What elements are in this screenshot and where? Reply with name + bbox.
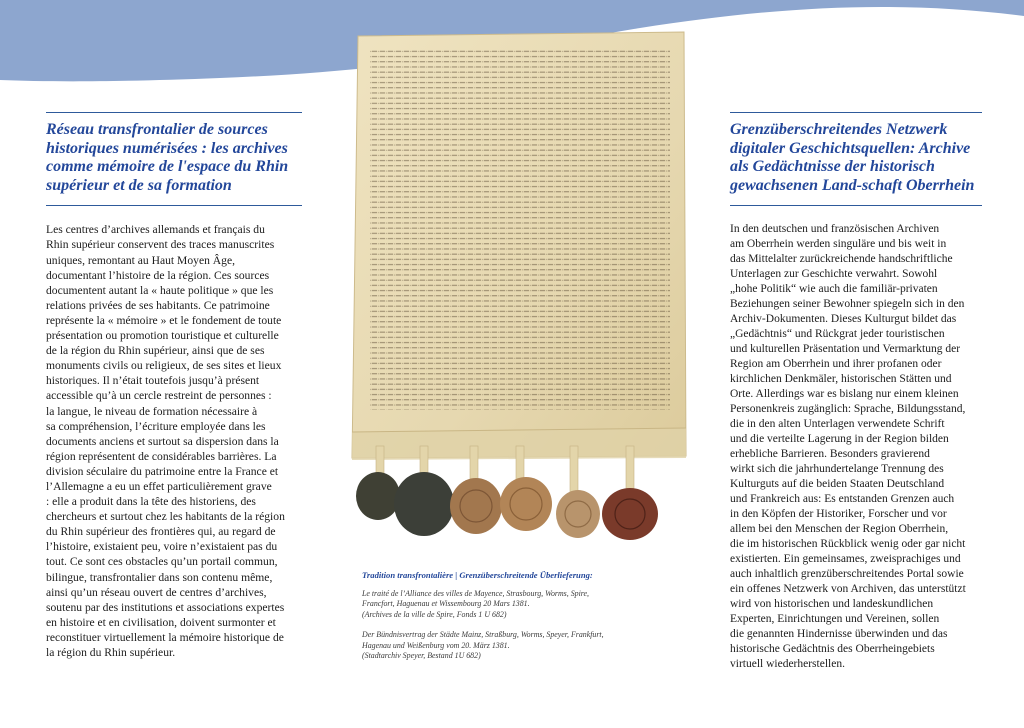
french-column [46,112,302,660]
caption-french: Le traité de l’Alliance des villes de Mayence, Strasbourg, Worms, Spire, Francfort, Haguenau et Wissembourg 20 Mars 1381. (Archives de la ville de Spire, Fonds 1 U 682) [362,589,590,619]
handwritten-text-block [370,48,670,410]
french-heading: Réseau transfrontalier de sources historiques numérisées : les archives comme mémoire de l'espace du Rhin supérieur et de sa formation [46,121,289,194]
wax-seals [356,472,658,540]
german-heading: Grenzüberschreitendes Netzwerk digitaler Geschichtsquellen: Archive als Gedächtnisse der historisch gewachsenen Land-schaft Oberrhein [730,121,975,194]
heading-rule-bottom [46,205,302,206]
caption-german: Der Bündnisvertrag der Städte Mainz, Straßburg, Worms, Speyer, Frankfurt, Hagenau und Weißenburg vom 20. März 1381. (Stadtarchiv Speyer, Bestand 1U 682) [362,630,604,661]
heading-rule-top [46,112,302,113]
heading-rule-top [730,112,982,113]
german-column [730,112,982,672]
german-body: In den deutschen und französischen Archiven am Oberrhein werden singuläre und bis weit in das Mittelalter zurückreichende handschriftliche Unterlagen zur Geschichte verwahrt. Sowohl „hohe Politik“ wie auch die familiär-privaten Beziehungen seiner Bewohner spiegeln sich in den Archiv-Dokumenten. Dieses Kulturgut bildet das „Gedächtnis“ und Rückgrat jeder touristischen und kulturellen Präsentation und Vermarktung der Region am Oberrhein und ihrer profanen oder kirchlichen Denkmäler, historischen Stätten und Orte. Allerdings war es bislang nur einem kleinen Personenkreis zugänglich: Sprache, Bildungsstand, die in den alten Unterlagen verwendete Schrift und die verteilte Lagerung in der Region bilden erhebliche Barrieren. Besonders gravierend wirkt sich die jahrhundertelange Trennung des Kulturguts auf die beiden Staaten Deutschland und Frankreich aus: Es entstanden Grenzen auch in den Köpfen der Historiker, Forscher und vor allem bei den Menschen der Region Oberrhein, die im historischen Rückblick wenig oder gar nicht existierten. Ein gemeinsames, zweisprachiges und auch inhaltlich grenzüberschreitendes Portal sowie ein offenes Netzwerk von Archiven, das unterstützt wird von historischen und landeskundlichen Experten, Einrichtungen und Vereinen, sollen die genannten Hindernisse überwinden und das historische Gedächtnis des Oberrheingebiets virtuell wiederherstellen. [730,223,966,671]
heading-rule-bottom [730,205,982,206]
image-caption [362,570,692,671]
caption-title: Tradition transfrontalière | Grenzüberschreitende Überlieferung: [362,570,593,580]
french-body: Les centres d’archives allemands et français du Rhin supérieur conservent des traces manuscrites uniques, remontant au Haut Moyen Âge, documentant l’histoire de la région. Ces sources documentent autant la « haute politique » que les relations privées de ses habitants. Ce patrimoine représente la « mémoire » et le fondement de toute présentation ou promotion touristique et culturelle de la région du Rhin supérieur, ainsi que de ses monuments civils ou religieux, de ses sites et lieux historiques. Il n’était toutefois jusqu’à présent accessible qu’à un cercle restreint de personnes : la langue, le niveau de formation nécessaire à sa compréhension, l’écriture employée dans les documents anciens et surtout sa dispersion dans la région représentent de considérables barrières. La division séculaire du patrimoine entre la France et l’Allemagne a eu un effet particulièrement grave : elle a produit dans la tête des historiens, des chercheurs et surtout chez les habitants de la région du Rhin supérieur des frontières qui, au regard de l’histoire, existaient peu, voire n’existaient pas du tout. Ce sont ces obstacles qu’un portail commun, bilingue, transfrontalier dans son contenu même, ainsi qu’un réseau ouvert de centres d’archives, soutenu par des institutions et associations expertes en histoire et en civilisation, doivent surmonter et reconstituer virtuellement la mémoire historique de la région du Rhin supérieur. [46,223,285,659]
charter-image [348,28,690,554]
